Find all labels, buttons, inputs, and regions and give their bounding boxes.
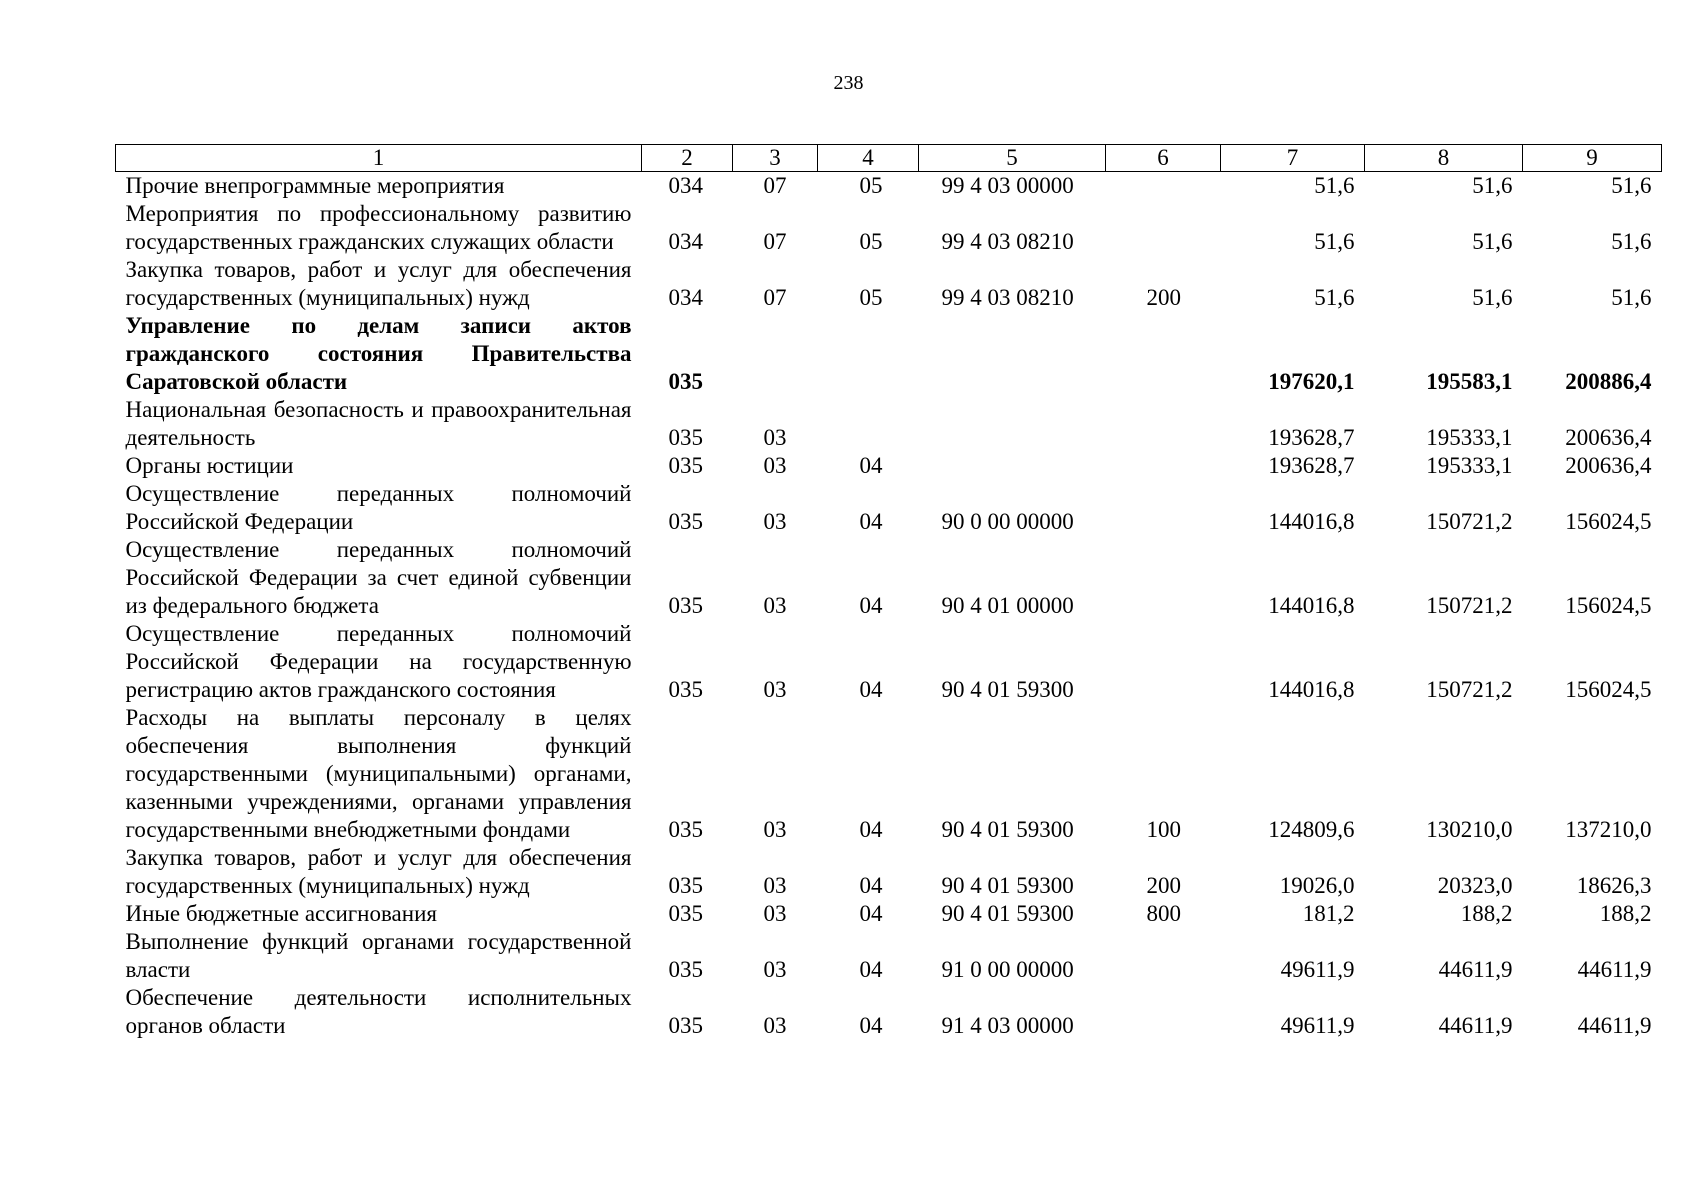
target-article-cell — [919, 312, 1106, 396]
target-article-cell: 91 0 00 00000 — [941, 957, 1074, 982]
expense-type-cell: 800 — [1146, 901, 1181, 926]
subsection-cell: 05 — [859, 173, 883, 198]
amount-year3-cell: 44611,9 — [1577, 1013, 1652, 1038]
table-row — [116, 256, 1662, 312]
target-article-cell: 90 4 01 59300 — [941, 677, 1074, 702]
table-row — [116, 928, 1662, 984]
ministry-code-cell: 035 — [668, 593, 703, 618]
subsection-cell: 04 — [859, 817, 883, 842]
column-header-8: 8 — [1365, 145, 1523, 172]
amount-year3-cell: 51,6 — [1611, 229, 1652, 254]
amount-year2-cell: 195333,1 — [1426, 453, 1513, 478]
target-article-cell: 90 4 01 59300 — [941, 817, 1074, 842]
amount-year1-cell: 197620,1 — [1268, 369, 1355, 394]
column-header-6: 6 — [1106, 145, 1221, 172]
section-cell: 03 — [763, 425, 787, 450]
column-header-2: 2 — [642, 145, 733, 172]
subsection-cell: 04 — [859, 901, 883, 926]
target-article-cell: 99 4 03 08210 — [941, 229, 1074, 254]
column-header-4: 4 — [818, 145, 919, 172]
amount-year1-cell: 193628,7 — [1268, 453, 1355, 478]
ministry-code-cell: 035 — [668, 369, 703, 394]
section-cell: 07 — [763, 229, 787, 254]
row-name-cell: Осуществление переданных полномочий Российской Федерации за счет единой субвенции из федерального бюджета — [125, 537, 632, 618]
ministry-code-cell: 035 — [668, 509, 703, 534]
expense-type-cell — [1106, 452, 1221, 480]
target-article-cell: 91 4 03 00000 — [941, 1013, 1074, 1038]
table-row — [116, 172, 1662, 201]
amount-year1-cell: 51,6 — [1314, 173, 1355, 198]
amount-year2-cell: 188,2 — [1460, 901, 1513, 926]
row-name-cell: Прочие внепрограммные мероприятия — [125, 173, 505, 198]
amount-year2-cell: 150721,2 — [1426, 677, 1513, 702]
expense-type-cell: 200 — [1146, 285, 1181, 310]
target-article-cell: 99 4 03 00000 — [941, 173, 1074, 198]
section-cell: 03 — [763, 817, 787, 842]
target-article-cell: 90 4 01 00000 — [941, 593, 1074, 618]
amount-year2-cell: 20323,0 — [1437, 873, 1513, 898]
section-cell — [733, 312, 818, 396]
table-row — [116, 704, 1662, 844]
amount-year2-cell: 150721,2 — [1426, 593, 1513, 618]
subsection-cell: 04 — [859, 593, 883, 618]
ministry-code-cell: 034 — [668, 229, 703, 254]
amount-year3-cell: 200636,4 — [1565, 425, 1652, 450]
column-header-3: 3 — [733, 145, 818, 172]
budget-table — [115, 144, 1662, 1040]
subsection-cell — [818, 396, 919, 452]
amount-year3-cell: 200636,4 — [1565, 453, 1652, 478]
ministry-code-cell: 035 — [668, 957, 703, 982]
expense-type-cell — [1106, 172, 1221, 201]
expense-type-cell: 200 — [1146, 873, 1181, 898]
amount-year2-cell: 195333,1 — [1426, 425, 1513, 450]
target-article-cell: 90 4 01 59300 — [941, 901, 1074, 926]
amount-year3-cell: 51,6 — [1611, 173, 1652, 198]
subsection-cell: 04 — [859, 453, 883, 478]
amount-year3-cell: 156024,5 — [1565, 593, 1652, 618]
amount-year2-cell: 44611,9 — [1438, 957, 1513, 982]
ministry-code-cell: 035 — [668, 677, 703, 702]
amount-year2-cell: 130210,0 — [1426, 817, 1513, 842]
table-body — [116, 172, 1662, 1041]
row-name-cell: Осуществление переданных полномочий Российской Федерации на государственную регистрацию актов гражданского состояния — [125, 621, 632, 702]
target-article-cell — [919, 452, 1106, 480]
table-header-row — [116, 145, 1662, 172]
expense-type-cell — [1106, 200, 1221, 256]
row-name-cell: Управление по делам записи актов гражданского состояния Правительства Саратовской области — [125, 313, 632, 394]
subsection-cell — [818, 312, 919, 396]
amount-year1-cell: 51,6 — [1314, 285, 1355, 310]
expense-type-cell — [1106, 312, 1221, 396]
table-row — [116, 312, 1662, 396]
ministry-code-cell: 035 — [668, 817, 703, 842]
amount-year1-cell: 51,6 — [1314, 229, 1355, 254]
row-name-cell: Иные бюджетные ассигнования — [125, 901, 437, 926]
amount-year1-cell: 19026,0 — [1279, 873, 1355, 898]
section-cell: 07 — [763, 285, 787, 310]
table-row — [116, 620, 1662, 704]
amount-year3-cell: 137210,0 — [1565, 817, 1652, 842]
expense-type-cell — [1106, 396, 1221, 452]
row-name-cell: Расходы на выплаты персоналу в целях обеспечения выполнения функций государственными (муниципальными) органами, казенными учреждениями, органами управления государственными внебюджетными фондами — [125, 705, 632, 842]
target-article-cell: 99 4 03 08210 — [941, 285, 1074, 310]
subsection-cell: 04 — [859, 1013, 883, 1038]
section-cell: 03 — [763, 453, 787, 478]
subsection-cell: 04 — [859, 957, 883, 982]
page-number: 238 — [833, 72, 864, 94]
ministry-code-cell: 035 — [668, 1013, 703, 1038]
row-name-cell: Национальная безопасность и правоохранительная деятельность — [125, 397, 632, 450]
amount-year2-cell: 44611,9 — [1438, 1013, 1513, 1038]
amount-year1-cell: 144016,8 — [1268, 509, 1355, 534]
subsection-cell: 04 — [859, 509, 883, 534]
amount-year1-cell: 144016,8 — [1268, 677, 1355, 702]
table-row — [116, 844, 1662, 900]
subsection-cell: 05 — [859, 285, 883, 310]
section-cell: 07 — [763, 173, 787, 198]
target-article-cell — [919, 396, 1106, 452]
expense-type-cell — [1106, 928, 1221, 984]
amount-year3-cell: 188,2 — [1599, 901, 1652, 926]
expense-type-cell: 100 — [1146, 817, 1181, 842]
amount-year2-cell: 150721,2 — [1426, 509, 1513, 534]
table-row — [116, 200, 1662, 256]
column-header-5: 5 — [919, 145, 1106, 172]
amount-year1-cell: 49611,9 — [1280, 1013, 1355, 1038]
target-article-cell: 90 0 00 00000 — [941, 509, 1074, 534]
amount-year2-cell: 51,6 — [1472, 229, 1513, 254]
section-cell: 03 — [763, 509, 787, 534]
ministry-code-cell: 034 — [668, 285, 703, 310]
amount-year1-cell: 49611,9 — [1280, 957, 1355, 982]
column-header-7: 7 — [1221, 145, 1365, 172]
amount-year3-cell: 156024,5 — [1565, 677, 1652, 702]
column-header-9: 9 — [1523, 145, 1662, 172]
section-cell: 03 — [763, 1013, 787, 1038]
subsection-cell: 05 — [859, 229, 883, 254]
amount-year2-cell: 51,6 — [1472, 285, 1513, 310]
ministry-code-cell: 035 — [668, 425, 703, 450]
table-row — [116, 536, 1662, 620]
subsection-cell: 04 — [859, 873, 883, 898]
section-cell: 03 — [763, 873, 787, 898]
amount-year2-cell: 51,6 — [1472, 173, 1513, 198]
ministry-code-cell: 035 — [668, 901, 703, 926]
ministry-code-cell: 035 — [668, 453, 703, 478]
section-cell: 03 — [763, 901, 787, 926]
amount-year3-cell: 200886,4 — [1565, 369, 1652, 394]
amount-year3-cell: 156024,5 — [1565, 509, 1652, 534]
row-name-cell: Органы юстиции — [125, 453, 294, 478]
row-name-cell: Закупка товаров, работ и услуг для обеспечения государственных (муниципальных) нужд — [125, 845, 632, 898]
amount-year1-cell: 193628,7 — [1268, 425, 1355, 450]
row-name-cell: Выполнение функций органами государственной власти — [125, 929, 632, 982]
ministry-code-cell: 035 — [668, 873, 703, 898]
expense-type-cell — [1106, 620, 1221, 704]
section-cell: 03 — [763, 677, 787, 702]
section-cell: 03 — [763, 593, 787, 618]
amount-year3-cell: 51,6 — [1611, 285, 1652, 310]
row-name-cell: Закупка товаров, работ и услуг для обеспечения государственных (муниципальных) нужд — [125, 257, 632, 310]
amount-year3-cell: 44611,9 — [1577, 957, 1652, 982]
expense-type-cell — [1106, 984, 1221, 1040]
table-row — [116, 480, 1662, 536]
section-cell: 03 — [763, 957, 787, 982]
amount-year2-cell: 195583,1 — [1426, 369, 1513, 394]
table-row — [116, 452, 1662, 480]
target-article-cell: 90 4 01 59300 — [941, 873, 1074, 898]
amount-year1-cell: 181,2 — [1302, 901, 1355, 926]
row-name-cell: Обеспечение деятельности исполнительных органов области — [125, 985, 632, 1038]
expense-type-cell — [1106, 480, 1221, 536]
amount-year1-cell: 124809,6 — [1268, 817, 1355, 842]
ministry-code-cell: 034 — [668, 173, 703, 198]
amount-year3-cell: 18626,3 — [1576, 873, 1652, 898]
column-header-1: 1 — [116, 145, 642, 172]
table-row — [116, 900, 1662, 928]
expense-type-cell — [1106, 536, 1221, 620]
table-row — [116, 984, 1662, 1040]
row-name-cell: Мероприятия по профессиональному развитию государственных гражданских служащих области — [125, 201, 632, 254]
subsection-cell: 04 — [859, 677, 883, 702]
amount-year1-cell: 144016,8 — [1268, 593, 1355, 618]
table-row — [116, 396, 1662, 452]
row-name-cell: Осуществление переданных полномочий Российской Федерации — [125, 481, 632, 534]
